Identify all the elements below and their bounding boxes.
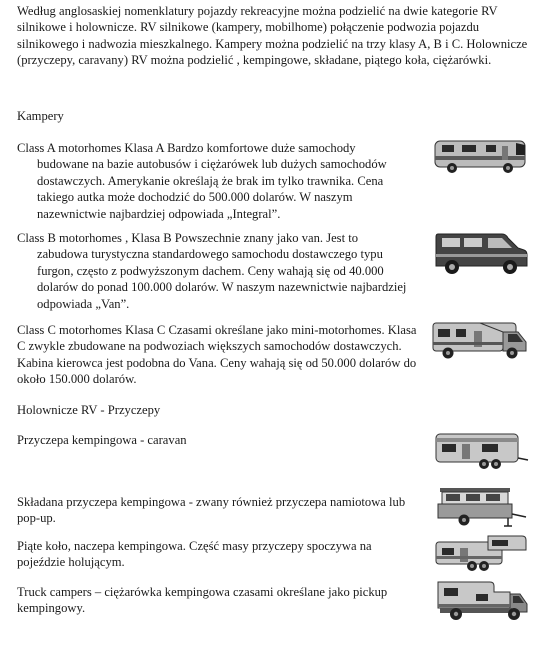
class-a-description	[17, 140, 422, 222]
class-a-text: budowane na bazie autobusów i ciężarówek lub dużych samochodów dostawczych. Amerykanie określają że brak im tylko trawnika. Cena takiego autka może dochodzić do 500.000 dolarów. W naszym nazewnictwie najbardziej odpowiada „Integral”.	[37, 157, 387, 221]
class-c-motorhome-icon	[430, 318, 530, 362]
caravan-description: Przyczepa kempingowa - caravan	[17, 433, 187, 447]
heading-motorized: Kampery	[17, 109, 64, 123]
fifth-wheel-description: Piąte koło, naczepa kempingowa. Część masy przyczepy spoczywa na pojeździe holującym.	[17, 539, 372, 570]
fifth-wheel-trailer-icon	[432, 532, 530, 574]
class-c-description: Class C motorhomes Klasa C Czasami określane jako mini-motorhomes. Klasa C zwykle zbudowane na podwoziach większych samochodów dostawczych. Kabina kierowca jest podobna do Vana. Ceny wahają się od 50.000 dolarów do około 150.000 dolarów.	[17, 323, 417, 387]
class-b-first-line: Class B motorhomes , Klasa B Powszechnie znany jako van. Jest to	[17, 231, 359, 245]
intro-paragraph: Według anglosaskiej nomenklatury pojazdy rekreacyjne można podzielić na dwie kategorie RV silnikowe i holownicze. RV silnikowe (kampery, mobilhome) połączenie podwozia pojazdu silnikowego i nadwozia mieszkalnego. Kampery można podzielić na trzy klasy A, B i C. Holownicze (przyczepy, caravany) RV można podzielić , kempingowe, składane, piątego koła, ciężarówki.	[17, 4, 528, 68]
popup-description: Składana przyczepa kempingowa - zwany również przyczepa namiotowa lub pop-up.	[17, 495, 406, 526]
class-a-first-line: Class A motorhomes Klasa A Bardzo komfortowe duże samochody	[17, 141, 356, 155]
truck-camper-icon	[434, 578, 530, 624]
class-a-motorhome-icon	[432, 137, 530, 177]
travel-trailer-icon	[432, 430, 530, 474]
class-b-van-icon	[432, 228, 530, 278]
popup-trailer-icon	[434, 484, 530, 530]
truck-camper-description: Truck campers – ciężarówka kempingowa czasami określane jako pickup kempingowy.	[17, 585, 388, 616]
class-b-text: zabudowa turystyczna standardowego samochodu dostawczego typu furgon, często z podwyższonym dachem. Ceny wahają się od 40.000 dolarów do ponad 100.000 dolarów. W naszym nazewnictwie najbardziej odpowiada „Van”.	[37, 247, 407, 311]
class-b-description	[17, 230, 422, 312]
heading-towable: Holownicze RV - Przyczepy	[17, 403, 161, 417]
